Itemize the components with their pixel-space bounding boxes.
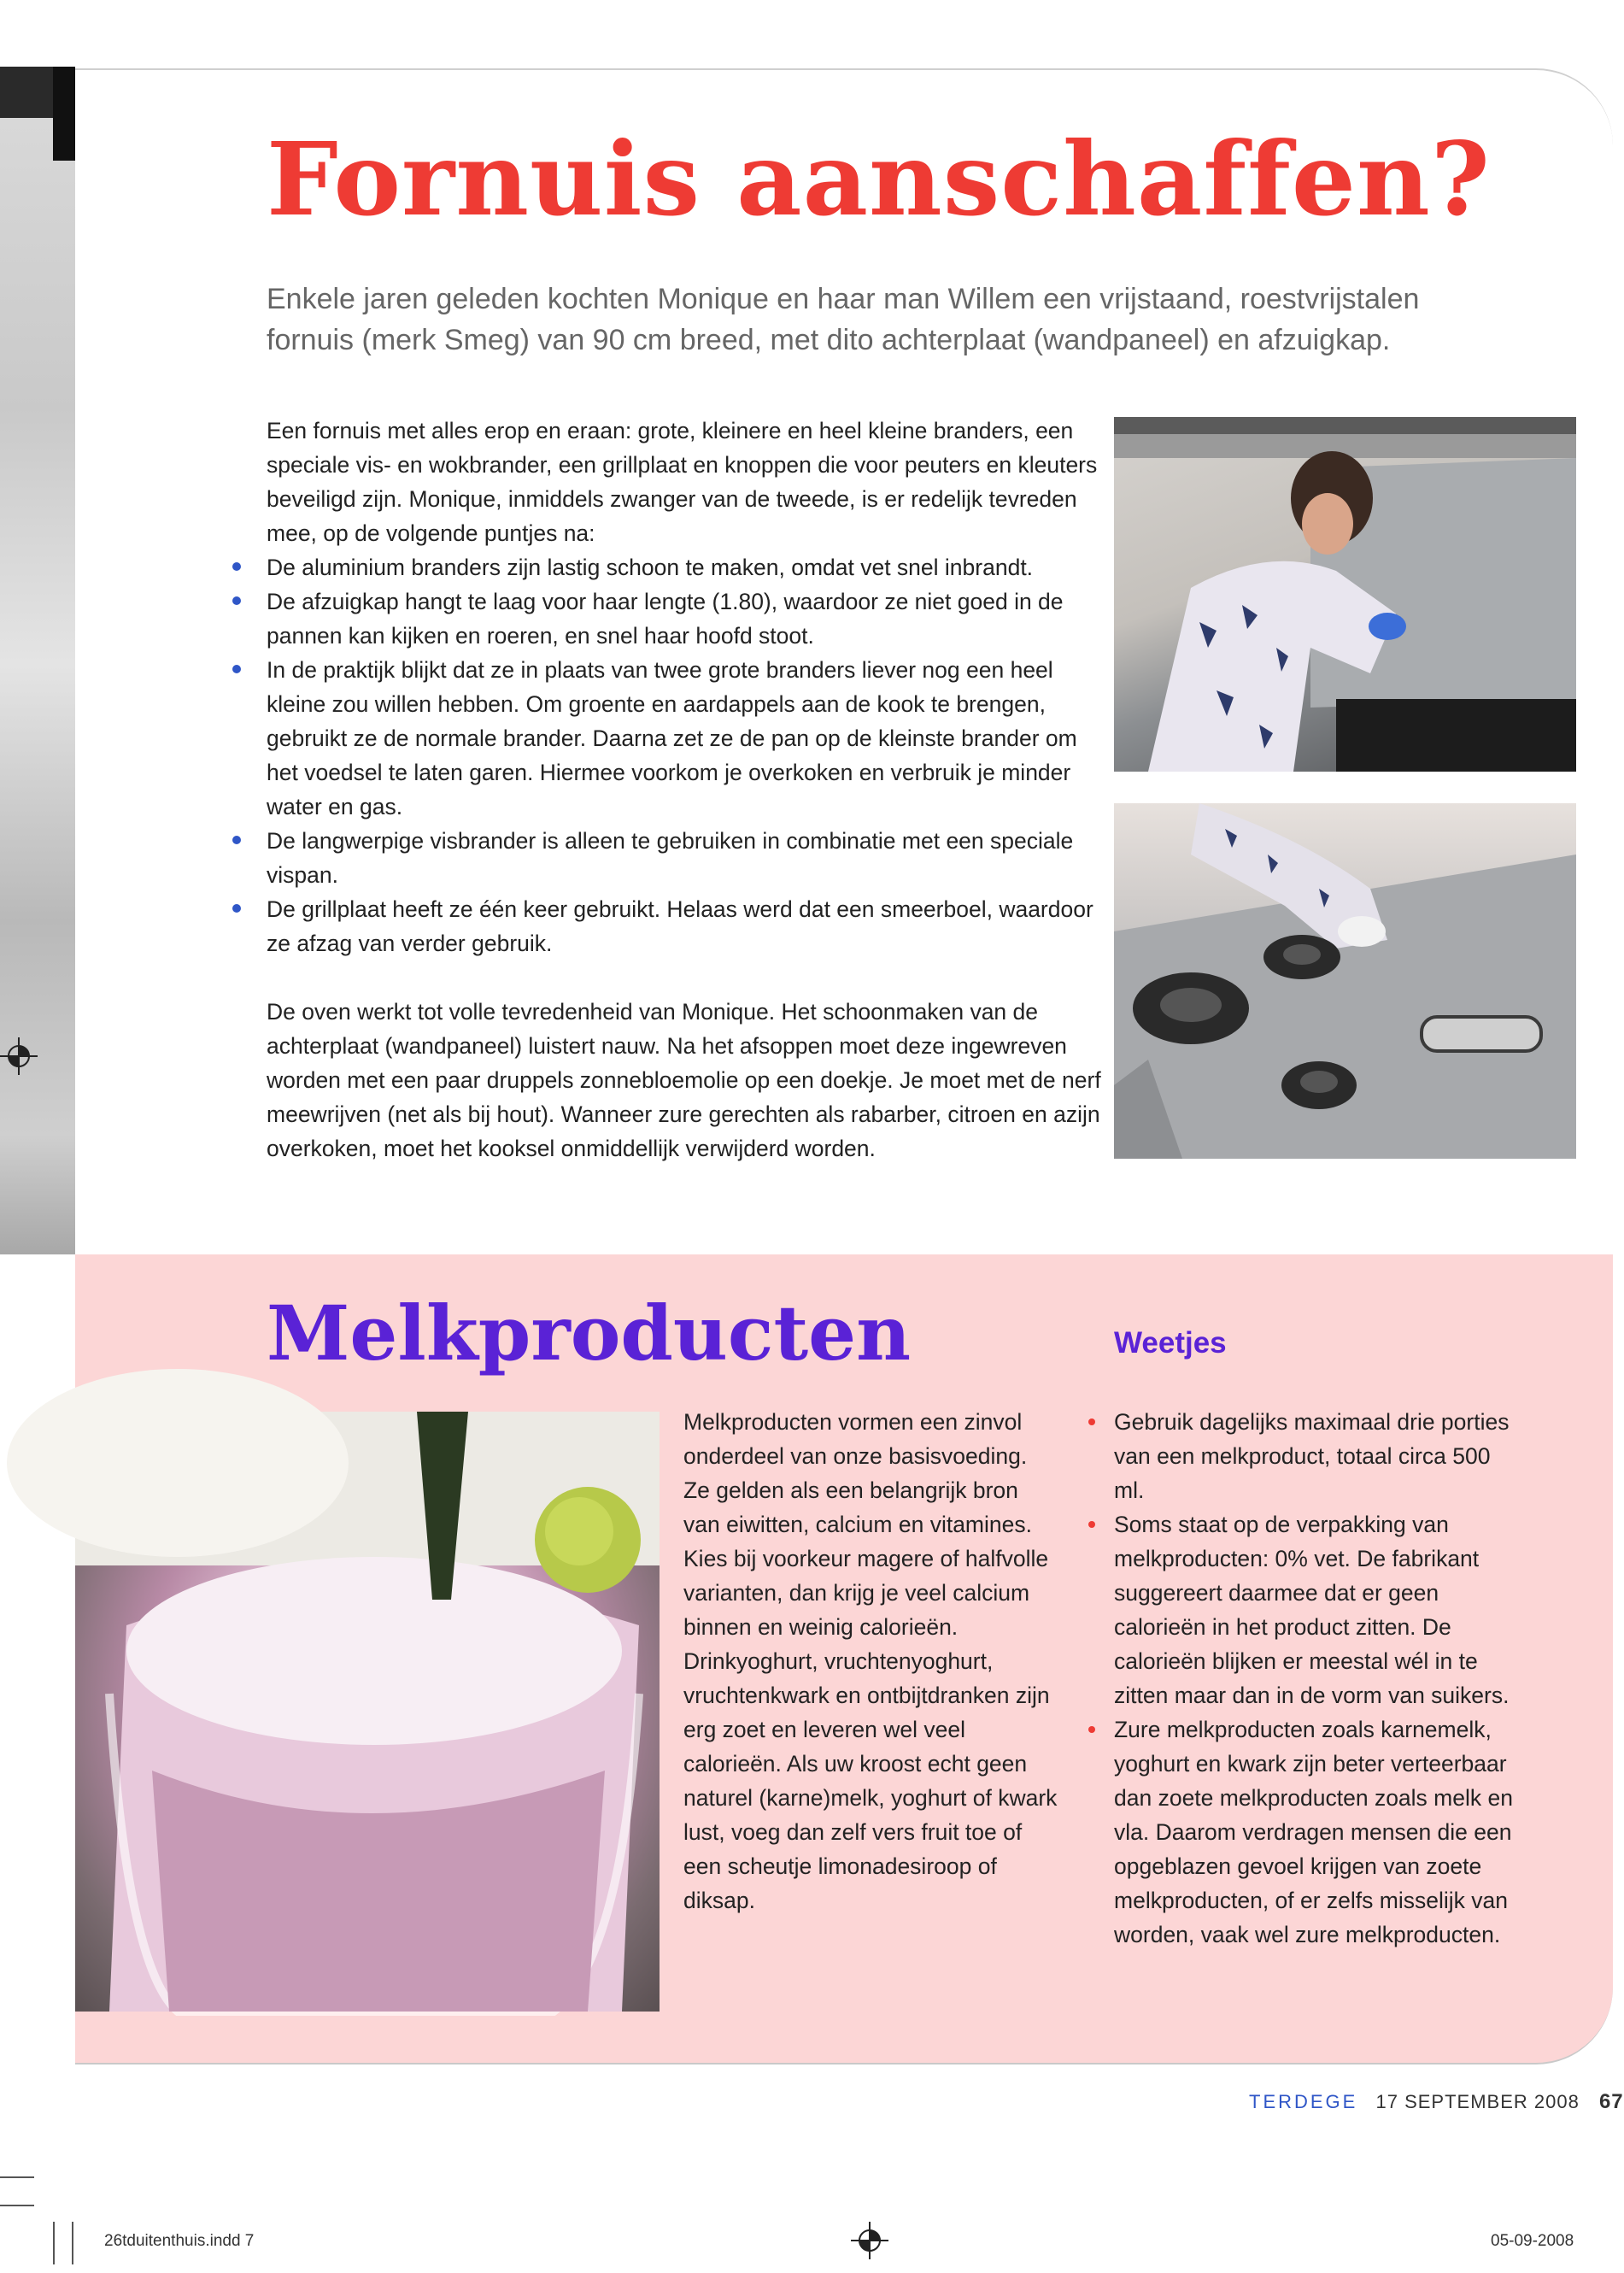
photo-cleaning-backsplash (1114, 417, 1576, 772)
bullet-icon (232, 596, 241, 605)
list-item: Zure melkproducten zoals karnemelk, yoghurt en kwark zijn beter verteerbaar dan zoete melkproducten zoals melk en vla. Daarom verdragen mensen die een opgeblazen gevoel krijgen van zoete melkproducten, of er zelfs misselijk van worden, vaak wel zure melkproducten. (1114, 1712, 1524, 1952)
binding-strip-dark (53, 67, 75, 161)
fornuis-body (267, 414, 1104, 1166)
photo-milkshake (75, 1412, 660, 2012)
slug-date: 05-09-2008 (1491, 2232, 1574, 2250)
magazine-name: TERDEGE (1249, 2091, 1358, 2112)
binding-strip-image (0, 67, 75, 1254)
weetjes-list (1114, 1405, 1524, 1952)
list-item: De grillplaat heeft ze één keer gebruikt. Helaas werd dat een smeerboel, waardoor ze afzag van verder gebruik. (267, 892, 1104, 960)
bullet-icon (232, 904, 241, 913)
crop-mark (0, 2176, 34, 2178)
registration-mark-icon (851, 2222, 888, 2259)
bullet-icon (1088, 1726, 1095, 1733)
crop-mark (72, 2222, 73, 2264)
photo-cleaning-stovetop (1114, 803, 1576, 1159)
bullet-icon (232, 665, 241, 673)
intro-text: Enkele jaren geleden kochten Monique en haar man Willem een vrijstaand, roestvrijstalen fornuis (merk Smeg) van 90 cm breed, met dito achterplaat (wandpaneel) en afzuigkap. (267, 283, 1420, 356)
registration-mark-icon (0, 1037, 38, 1075)
bullet-icon (232, 562, 241, 571)
sidebar-heading: Weetjes (1114, 1326, 1227, 1360)
bullet-icon (1088, 1418, 1095, 1425)
body-paragraph: Een fornuis met alles erop en eraan: grote, kleinere en heel kleine branders, een speciale vis- en wokbrander, een grillplaat en knoppen die voor peuters en kleuters beveiligd zijn. Monique, inmiddels zwanger van de tweede, is er redelijk tevreden mee, op de volgende puntjes na: (267, 418, 1098, 546)
list-item: De aluminium branders zijn lastig schoon te maken, omdat vet snel inbrandt. (267, 550, 1104, 584)
slug-filename: 26tduitenthuis.indd 7 (104, 2232, 255, 2250)
list-item: Gebruik dagelijks maximaal drie porties van een melkproduct, totaal circa 500 ml. (1114, 1405, 1524, 1507)
page-title: Fornuis aanschaffen? (267, 120, 1491, 238)
body-paragraph: De oven werkt tot volle tevredenheid van Monique. Het schoonmaken van de achterplaat (wandpaneel) luistert nauw. Na het afsoppen moet deze ingewreven worden met een paar druppels zonnebloemolie op een doekje. Je moet met de nerf meewrijven (net als bij hout). Wanneer zure gerechten als rabarber, citroen en azijn overkoken, moet het kooksel onmiddellijk verwijderd worden. (267, 999, 1101, 1161)
page-footer (1249, 2090, 1624, 2114)
bullet-icon (232, 836, 241, 844)
bullet-icon (1088, 1521, 1095, 1528)
list-item: In de praktijk blijkt dat ze in plaats van twee grote branders liever nog een heel kleine zou willen hebben. Om groente en aardappels aan de kook te brengen, gebruikt ze de normale brander. Daarna zet ze de pan op de kleinste brander om het voedsel te laten garen. Hiermee voorkom je overkoken en verbruik je minder water en gas. (267, 653, 1104, 824)
melk-body: Melkproducten vormen een zinvol onderdeel van onze basisvoeding. Ze gelden als een belangrijk bron van eiwitten, calcium en vitamines. Kies bij voorkeur magere of halfvolle varianten, dan krijg je veel calcium binnen en weinig calorieën. Drinkyoghurt, vruchtenyoghurt, vruchtenkwark en ontbijtdranken zijn erg zoet en leveren wel veel calorieën. Als uw kroost echt geen naturel (karne)melk, yoghurt of kwark lust, voeg dan zelf vers fruit toe of een scheutje limonadesiroop of diksap. (683, 1409, 1058, 1913)
list-item: De afzuigkap hangt te laag voor haar lengte (1.80), waardoor ze niet goed in de pannen kan kijken en roeren, en snel haar hoofd stoot. (267, 584, 1104, 653)
page-number: 67 (1598, 2090, 1624, 2113)
list-item: De langwerpige visbrander is alleen te gebruiken in combinatie met een speciale vispan. (267, 824, 1104, 892)
crop-mark (53, 2222, 55, 2264)
list-item: Soms staat op de verpakking van melkproducten: 0% vet. De fabrikant suggereert daarmee dat er geen calorieën in het product zitten. De calorieën blijken er meestal wél in te zitten maar dan in de vorm van suikers. (1114, 1507, 1524, 1712)
section-title: Melkproducten (267, 1289, 912, 1377)
issue-list (267, 550, 1104, 960)
crop-mark (0, 2205, 34, 2206)
issue-date: 17 SEPTEMBER 2008 (1375, 2091, 1580, 2112)
